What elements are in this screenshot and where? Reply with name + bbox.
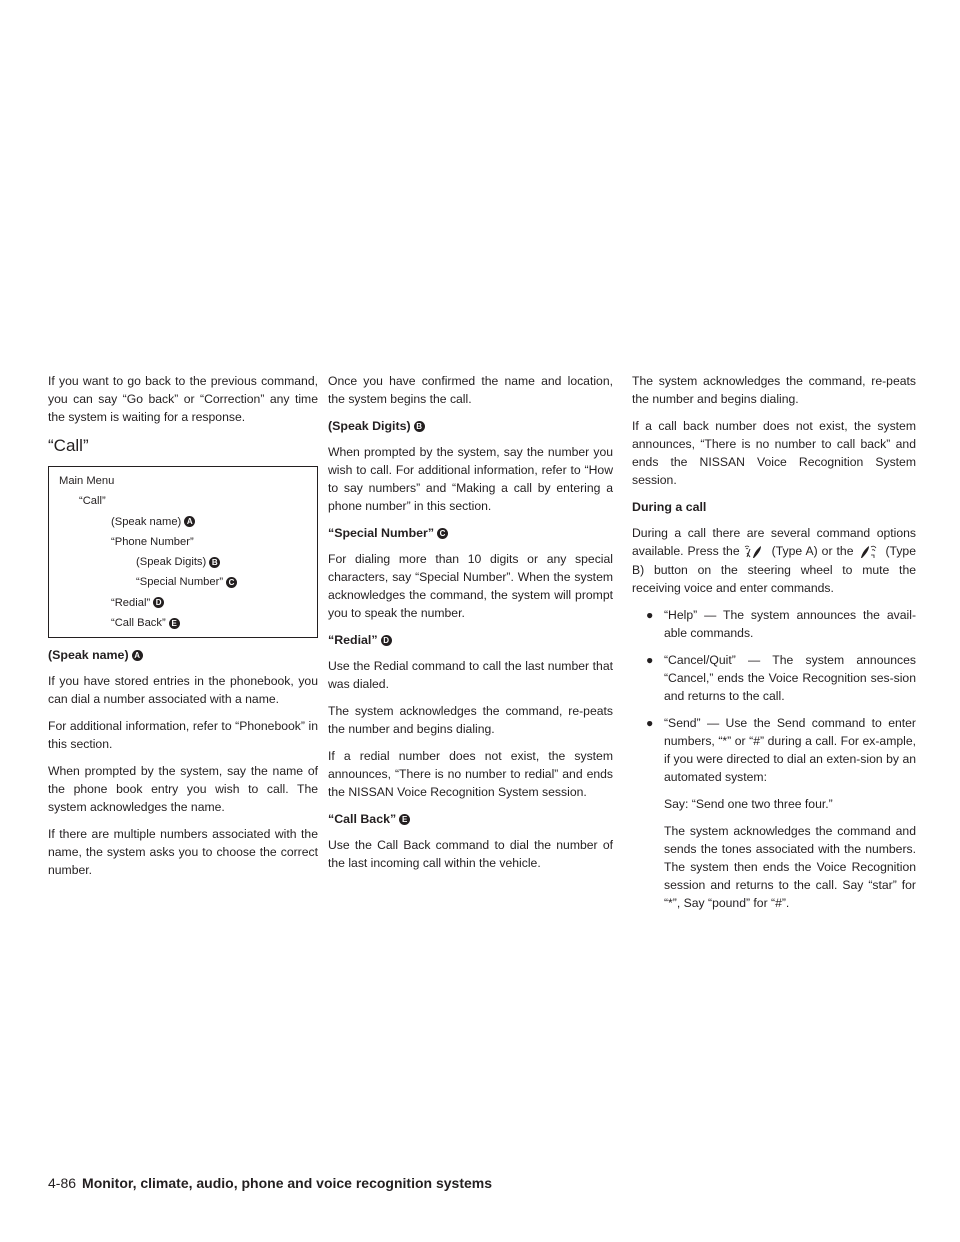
call-back-heading-text: “Call Back” [328, 812, 397, 826]
speak-digits-heading [328, 417, 613, 435]
badge-c-icon: C [437, 528, 448, 539]
badge-c-icon: C [226, 577, 237, 588]
menu-call-back [59, 613, 317, 633]
paragraph: The system acknowledges the command, re-peats the number and begins dialing. [328, 704, 613, 736]
menu-phone-number [59, 532, 317, 552]
call-heading: “Call” [48, 436, 89, 455]
menu-redial-label: “Redial” [111, 596, 151, 609]
text-segment: (Type B) button on the steering wheel to mute the receiving voice and enter commands. [632, 544, 916, 595]
talk-button-type-a-icon [744, 543, 768, 561]
list-item-text: “Cancel/Quit” — The system announces “Cancel,” ends the Voice Recognition ses-sion and returns to the call. [664, 652, 916, 703]
badge-d-icon: D [153, 597, 164, 608]
badge-b-icon: B [414, 421, 425, 432]
list-item [644, 606, 916, 642]
badge-e-icon: E [399, 814, 410, 825]
menu-speak-digits-label: (Speak Digits) [136, 556, 207, 569]
menu-call-label: “Call” [79, 495, 106, 508]
list-item [644, 714, 916, 786]
say-example: Say: “Send one two three four.” [664, 796, 833, 811]
bullet-icon: ● [646, 652, 654, 667]
menu-speak-name [59, 512, 317, 532]
redial-heading [328, 631, 613, 649]
column-right [632, 372, 916, 921]
menu-main [59, 471, 317, 491]
list-item-text: “Help” — The system announces the avail-able commands. [664, 607, 916, 640]
column-middle [328, 372, 613, 881]
speak-digits-heading-text: (Speak Digits) [328, 419, 411, 433]
ack-paragraph: The system acknowledges the command and sends the tones associated with the numbers. The system then ends the Voice Recognition session and returns to the call. Say “star” for “*”, Say “pound” for “#”. [664, 823, 916, 910]
list-item [644, 651, 916, 705]
menu-phone-number-label: “Phone Number” [111, 535, 194, 548]
page-number: 4-86 [48, 1175, 77, 1191]
paragraph: When prompted by the system, say the number you wish to call. For additional information, refer to “How to say numbers” and “Making a call by entering a phone number” in this section. [328, 445, 613, 513]
menu-special-number [59, 572, 317, 592]
paragraph: If you have stored entries in the phonebook, you can dial a number associated with a name. [48, 674, 318, 707]
menu-redial [59, 593, 317, 613]
paragraph: If a redial number does not exist, the system announces, “There is no number to redial” and ends the NISSAN Voice Recognition System session. [328, 749, 613, 799]
menu-speak-name-label: (Speak name) [111, 515, 182, 528]
paragraph: When prompted by the system, say the name of the phone book entry you wish to call. The system acknowledges the name. [48, 764, 318, 815]
text-segment: (Type A) or the [771, 544, 854, 558]
section-title: Monitor, climate, audio, phone and voice recognition systems [82, 1175, 492, 1191]
list-item-text: “Send” — Use the Send command to enter numbers, “*” or “#” during a call. For ex-ample, if you were directed to dial an exten-sion by an automated system: [664, 715, 916, 784]
paragraph: If a call back number does not exist, the system announces, “There is no number to call back” and ends the NISSAN Voice Recognition System session. [632, 419, 916, 487]
special-number-heading [328, 524, 613, 542]
paragraph: Use the Call Back command to dial the number of the last incoming call within the vehicle. [328, 838, 613, 870]
redial-heading-text: “Redial” [328, 633, 378, 647]
special-number-heading-text: “Special Number” [328, 526, 435, 540]
bullet-icon: ● [646, 715, 654, 730]
menu-call-back-label: “Call Back” [111, 617, 166, 630]
paragraph: For additional information, refer to “Phonebook” in this section. [48, 719, 318, 752]
call-back-heading [328, 810, 613, 828]
badge-e-icon: E [169, 618, 180, 629]
paragraph: Once you have confirmed the name and location, the system begins the call. [328, 374, 613, 406]
menu-special-number-label: “Special Number” [136, 576, 224, 589]
during-call-heading: During a call [632, 500, 707, 514]
menu-call [59, 491, 317, 511]
bullet-icon: ● [646, 607, 654, 622]
paragraph: If there are multiple numbers associated with the name, the system asks you to choose the correct number. [48, 827, 318, 878]
badge-d-icon: D [381, 635, 392, 646]
badge-b-icon: B [209, 557, 220, 568]
command-list [632, 606, 916, 786]
paragraph: Use the Redial command to call the last number that was dialed. [328, 659, 613, 691]
menu-speak-digits [59, 552, 317, 572]
badge-a-icon: A [132, 650, 143, 661]
paragraph: For dialing more than 10 digits or any special characters, say “Special Number”. When the system acknowledges the command, the system will prompt you to speak the number. [328, 552, 613, 620]
call-menu-tree [48, 466, 318, 638]
talk-button-type-b-icon [857, 543, 881, 561]
column-left [48, 372, 318, 888]
intro-paragraph: If you want to go back to the previous command, you can say “Go back” or “Correction” any time the system is waiting for a response. [48, 374, 318, 424]
speak-name-heading [48, 646, 318, 664]
text-segment: During a call there are several command options available. Press the [632, 526, 916, 558]
page-footer [48, 1175, 492, 1191]
paragraph: The system acknowledges the command, re-peats the number and begins dialing. [632, 374, 916, 406]
speak-name-heading-text: (Speak name) [48, 648, 129, 663]
menu-main-label: Main Menu [59, 475, 115, 487]
paragraph-during-call [632, 524, 916, 597]
badge-a-icon: A [184, 516, 195, 527]
